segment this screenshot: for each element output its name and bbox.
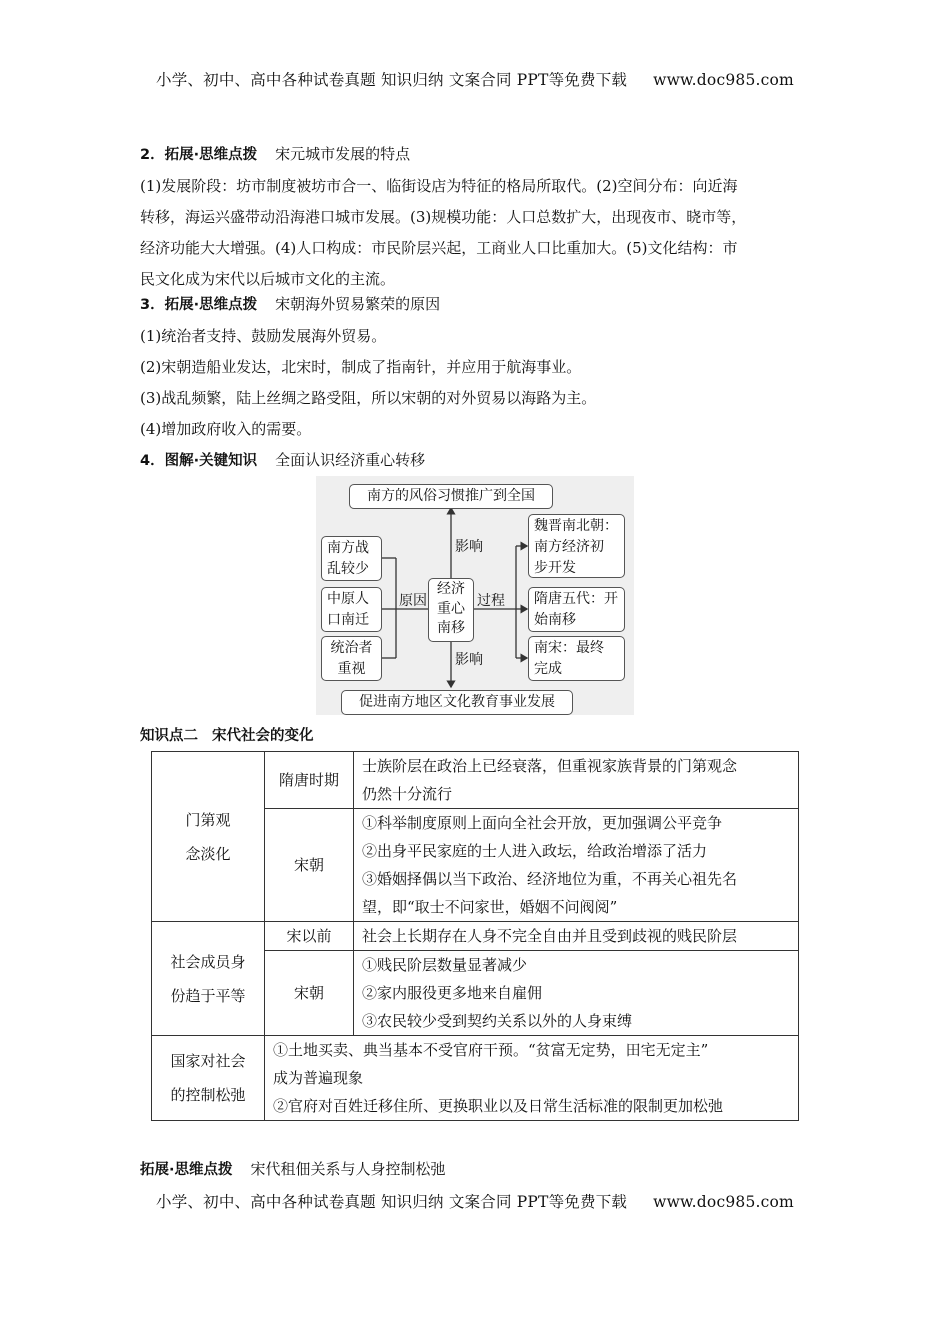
footer-url[interactable]: www.doc985.com [653, 1193, 794, 1211]
influence-label-bottom: 影响 [455, 652, 483, 668]
section-2-line: 民文化成为宋代以后城市文化的主流。 [140, 270, 396, 288]
header-url[interactable]: www.doc985.com [653, 71, 794, 89]
content-cell: ①科举制度原则上面向全社会开放，更加强调公平竞争 ②出身平民家庭的士人进入政坛，给政治增添了活力 ③婚姻择偶以当下政治、经济地位为重，不再关心祖先名 望，即“取士不问家世，婚姻不问阀阅” [354, 809, 799, 922]
section-2-line: 经济功能大大增强。(4)人口构成：市民阶层兴起，工商业人口比重加大。(5)文化结构：市 [140, 239, 738, 257]
table-row [152, 922, 799, 951]
content-cell: ①土地买卖、典当基本不受官府干预。“贫富无定势，田宅无定主” 成为普遍现象 ②官府对百姓迁移住所、更换职业以及日常生活标准的限制更加松弛 [265, 1036, 799, 1121]
song-society-table [151, 751, 799, 1121]
section-2-title: 2．拓展·思维点拨 宋元城市发展的特点 [140, 145, 411, 163]
economic-shift-diagram [316, 476, 634, 715]
reason-label: 原因 [399, 593, 427, 609]
final-heading: 拓展·思维点拨 宋代租佃关系与人身控制松弛 [140, 1160, 446, 1178]
knowledge-point-2-title: 知识点二 宋代社会的变化 [140, 728, 314, 744]
period-cell: 隋唐时期 [265, 752, 354, 809]
section-2-line: 转移，海运兴盛带动沿海港口城市发展。(3)规模功能：人口总数扩大，出现夜市、晓市等， [140, 208, 747, 226]
footer-text: 小学、初中、高中各种试卷真题 知识归纳 文案合同 PPT等免费下载 [156, 1193, 628, 1211]
process-box: 隋唐五代：开 始南移 [528, 587, 625, 632]
section-3-item: (2)宋朝造船业发达，北宋时，制成了指南针，并应用于航海事业。 [140, 358, 582, 376]
diagram-center-box: 经济 重心 南移 [428, 578, 474, 642]
process-box: 魏晋南北朝： 南方经济初 步开发 [528, 514, 625, 578]
reason-box: 统治者 重视 [321, 636, 382, 681]
diagram-bottom-box: 促进南方地区文化教育事业发展 [341, 690, 573, 715]
content-cell: ①贱民阶层数量显著减少 ②家内服役更多地来自雇佣 ③农民较少受到契约关系以外的人身束缚 [354, 951, 799, 1036]
process-box: 南宋：最终 完成 [528, 636, 625, 681]
diagram-top-box: 南方的风俗习惯推广到全国 [349, 484, 553, 509]
page-footer [0, 1190, 950, 1212]
reason-box: 南方战 乱较少 [321, 536, 382, 581]
period-cell: 宋朝 [265, 951, 354, 1036]
section-3-item: (3)战乱频繁，陆上丝绸之路受阻，所以宋朝的对外贸易以海路为主。 [140, 389, 597, 407]
group-label: 社会成员身 份趋于平等 [152, 922, 265, 1036]
header-text: 小学、初中、高中各种试卷真题 知识归纳 文案合同 PPT等免费下载 [156, 71, 628, 89]
table-row [152, 1036, 799, 1121]
section-4-title: 4．图解·关键知识 全面认识经济重心转移 [140, 451, 426, 469]
group-label: 国家对社会 的控制松弛 [152, 1036, 265, 1121]
period-cell: 宋朝 [265, 809, 354, 922]
section-2 [140, 139, 815, 295]
section-2-line: (1)发展阶段：坊市制度被坊市合一、临街设店为特征的格局所取代。(2)空间分布：向近海 [140, 177, 738, 195]
section-3-item: (4)增加政府收入的需要。 [140, 420, 312, 438]
reason-box: 中原人 口南迁 [321, 587, 382, 632]
page-header [0, 68, 950, 90]
section-3-title: 3．拓展·思维点拨 宋朝海外贸易繁荣的原因 [140, 295, 441, 313]
period-cell: 宋以前 [265, 922, 354, 951]
group-label: 门第观 念淡化 [152, 752, 265, 922]
table-row [152, 752, 799, 809]
process-label: 过程 [477, 593, 505, 609]
influence-label-top: 影响 [455, 539, 483, 555]
section-3 [140, 289, 815, 477]
section-3-item: (1)统治者支持、鼓励发展海外贸易。 [140, 327, 387, 345]
content-cell: 士族阶层在政治上已经衰落，但重视家族背景的门第观念 仍然十分流行 [354, 752, 799, 809]
content-cell: 社会上长期存在人身不完全自由并且受到歧视的贱民阶层 [354, 922, 799, 951]
